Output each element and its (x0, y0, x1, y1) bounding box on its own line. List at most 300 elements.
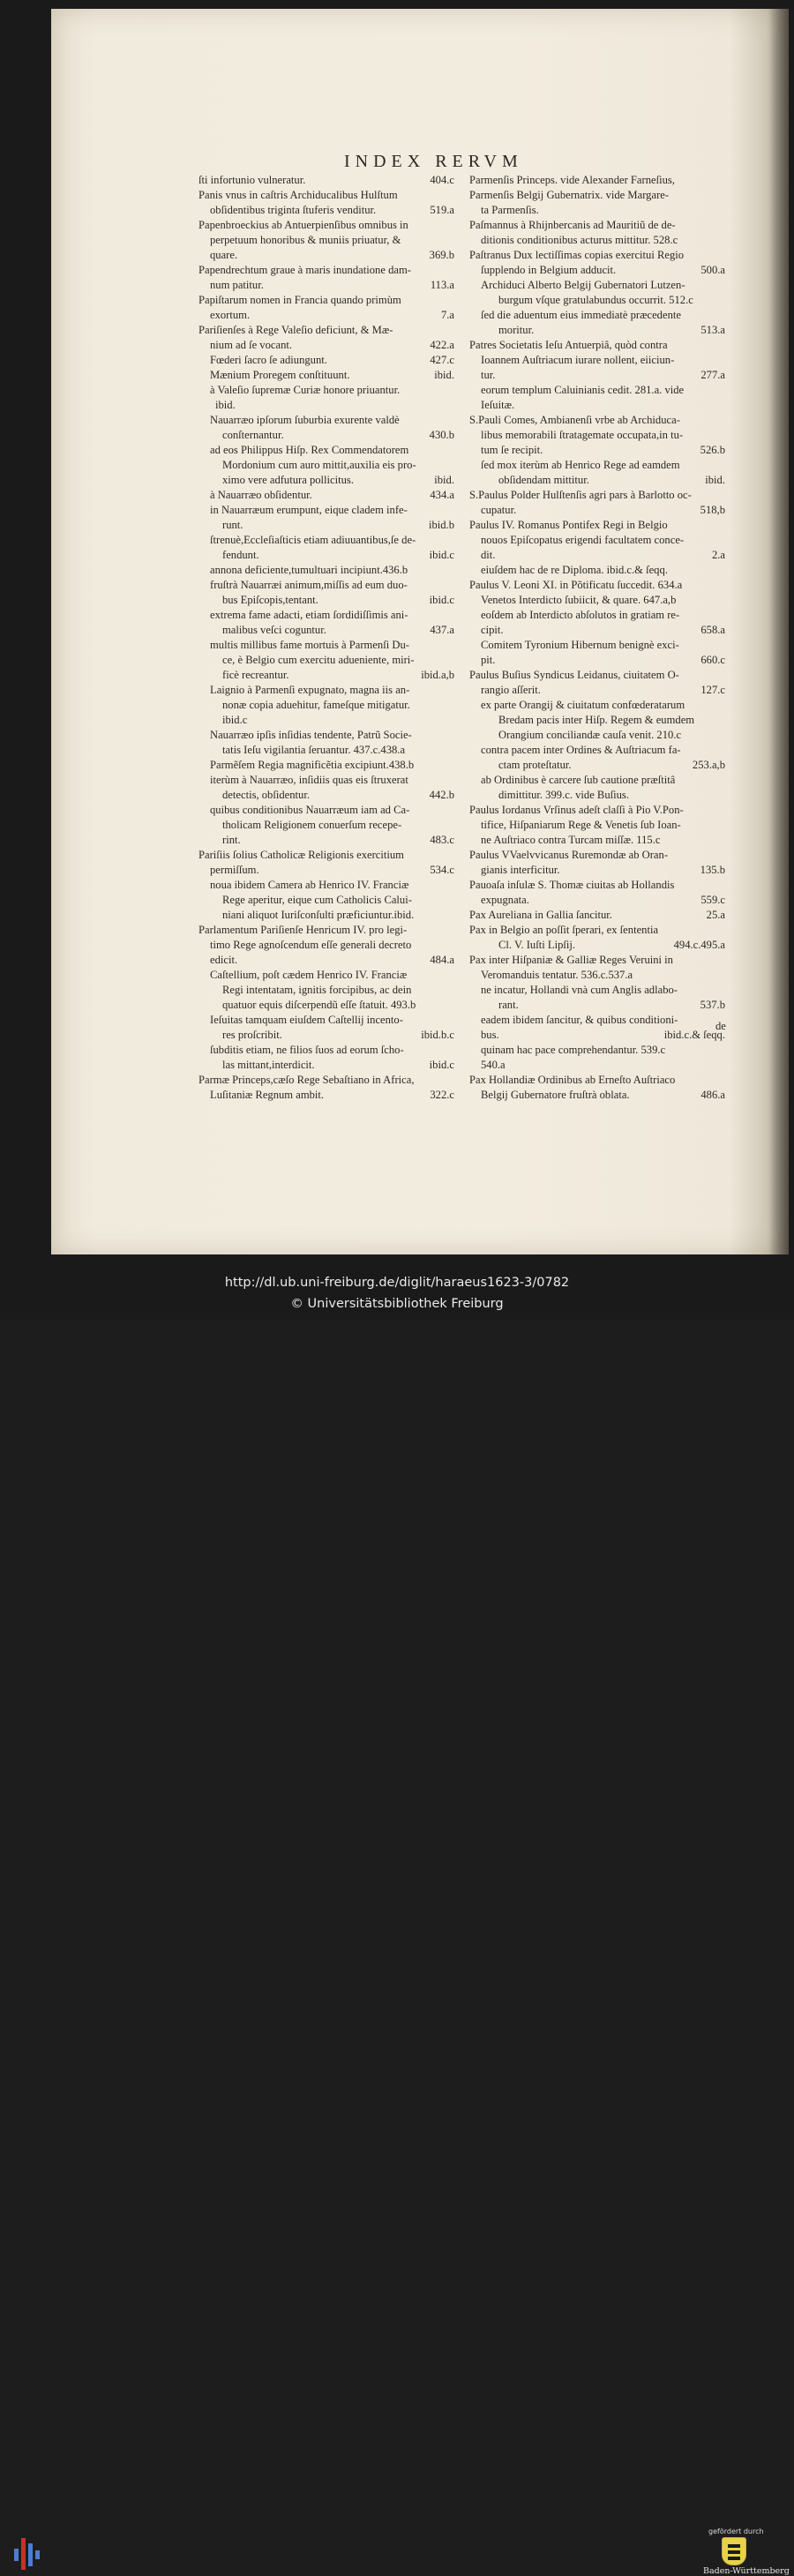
entry-text: Venetos Interdicto ſubiicit, & quare. 647.a,b (481, 594, 677, 606)
page-viewer (0, 0, 794, 1262)
entry-text: S.Pauli Comes, Ambianenſi vrbe ab Archiduca- (469, 414, 680, 426)
entry-text: extrema fame adacti, etiam ſordidiſſimis ani- (210, 609, 408, 621)
entry-reference: ibid.c (429, 1059, 454, 1071)
index-entry-line (469, 773, 725, 788)
index-entry-line (469, 653, 725, 668)
entry-reference: 519.a (430, 204, 454, 216)
index-entry-line (198, 728, 454, 743)
entry-text: Mordonium cum auro mittit,auxilia eis pro- (222, 459, 416, 471)
entry-text: malibus veſci coguntur. (222, 624, 326, 636)
entry-reference: 484.a (430, 954, 454, 966)
entry-text: Paſtranus Dux lectiſſimas copias exercitui Regio (469, 249, 685, 261)
index-entry-line (469, 278, 725, 293)
page-gutter-shadow (769, 9, 789, 1254)
entry-text: Nauarræo ipſis inſidias tendente, Patrũ Socie- (210, 729, 412, 741)
entry-reference: 2.a (711, 549, 725, 561)
sponsor-name: Baden-Württemberg (703, 2566, 790, 2576)
index-entry-line (469, 323, 725, 338)
index-entry-line (469, 533, 725, 548)
entry-text: ctam proteſtatur. (498, 759, 572, 771)
index-entry-line (198, 998, 454, 1013)
baden-wuerttemberg-crest-icon (722, 2537, 746, 2565)
entry-text: bus. (481, 1029, 499, 1041)
index-entry-line (198, 488, 454, 503)
entry-reference: 25.a (706, 909, 725, 921)
entry-text: ab Ordinibus è carcere ſub cautione præſtitâ (481, 774, 676, 786)
entry-reference: 322.c (430, 1089, 454, 1101)
permalink-url[interactable]: http://dl.ub.uni-freiburg.de/diglit/haraeus1623-3/0782 (224, 1276, 570, 1290)
index-entry-line (469, 833, 725, 848)
entry-text: à Nauarræo obſidentur. (210, 489, 312, 501)
entry-text: obſidentibus triginta ſtuferis venditur. (210, 204, 377, 216)
entry-text: ibid.c (222, 714, 248, 726)
entry-text: Paulus V. Leoni XI. in Põtificatu ſuccedit. 634.a (469, 579, 683, 591)
index-entry-line (469, 203, 725, 218)
entry-text: à Valeſio ſupremæ Curiæ honore priuantur. (210, 384, 401, 396)
entry-reference: 434.a (430, 489, 454, 501)
index-entry-line (469, 1058, 725, 1073)
index-entry-line (198, 173, 454, 188)
entry-text: Bredam pacis inter Hiſp. Regem & eumdem (498, 714, 695, 726)
index-entry-line (469, 458, 725, 473)
entry-text: Ieſuitæ. (481, 399, 515, 411)
entry-text: noua ibidem Camera ab Henrico IV. Franciæ (210, 879, 409, 891)
entry-text: Cl. V. Iuſti Lipſij. (498, 939, 576, 951)
entry-text: Luſitaniæ Regnum ambit. (210, 1089, 325, 1101)
index-entry-line (469, 683, 725, 698)
index-entry-line (469, 368, 725, 383)
entry-text: Archiduci Alberto Belgij Gubernatori Lutzen- (481, 279, 685, 291)
entry-text: ne incatur, Hollandi vnà cum Anglis adlabo- (481, 984, 678, 996)
entry-text: Pax Hollandiæ Ordinibus ab Erneſto Auſtriaco (469, 1074, 676, 1086)
entry-reference: 534.c (430, 864, 454, 876)
entry-text: rant. (498, 999, 519, 1011)
index-entry-line (198, 833, 454, 848)
entry-text: burgum vſque gratulabundus occurrit. 512.c (498, 294, 693, 306)
copyright-notice: © Universitätsbibliothek Freiburg (290, 1297, 504, 1311)
index-entry-line (198, 698, 454, 713)
entry-reference: 7.a (440, 309, 454, 321)
entry-text: timo Rege agnoſcendum eſſe generali decreto (210, 939, 412, 951)
entry-text: ne Auſtriaco contra Turcam miſſæ. 115.c (481, 834, 661, 846)
index-entry-line (198, 548, 454, 563)
index-entry-line (198, 863, 454, 878)
entry-text: Mænium Proregem conſtituunt. (210, 369, 350, 381)
entry-reference: ibid.c (429, 549, 454, 561)
entry-reference: 404.c (430, 174, 454, 186)
entry-text: gianis interficitur. (481, 864, 560, 876)
entry-text: eoſdem ab Interdicto abſolutos in gratiam re- (481, 609, 680, 621)
index-entry-line (469, 623, 725, 638)
index-entry-line (469, 1028, 725, 1043)
entry-text: Veromanduis tentatur. 536.c.537.a (481, 969, 633, 981)
entry-text: perpetuum honoribus & muniis priuatur, & (210, 234, 401, 246)
entry-text: Pauoaſa inſulæ S. Thomæ ciuitas ab Hollandis (469, 879, 675, 891)
entry-text: Paulus IV. Romanus Pontifex Regi in Belgio (469, 519, 668, 531)
index-entry-line (198, 353, 454, 368)
index-entry-line (469, 698, 725, 713)
entry-reference: 513.a (700, 324, 725, 336)
index-entry-line (198, 278, 454, 293)
index-entry-line (469, 353, 725, 368)
entry-reference: 500.a (700, 264, 725, 276)
index-entry-line (469, 383, 725, 398)
entry-text: Patres Societatis Ieſu Antuerpiâ, quòd contra (469, 339, 668, 351)
index-entry-line (198, 428, 454, 443)
index-entry-line (469, 338, 725, 353)
entry-text: las mittant,interdicit. (222, 1059, 315, 1071)
entry-text: nium ad ſe vocant. (210, 339, 293, 351)
entry-text: Papendrechtum graue à maris inundatione dam- (198, 264, 411, 276)
entry-reference: 127.c (700, 684, 725, 696)
entry-text: cupatur. (481, 504, 517, 516)
index-entry-line (469, 1043, 725, 1058)
entry-reference: 486.a (700, 1089, 725, 1101)
entry-text: libus memorabili ſtratagemate occupata,in tu- (481, 429, 684, 441)
entry-text: eiuſdem hac de re Diploma. ibid.c.& ſeqq. (481, 564, 668, 576)
index-entry-line (198, 1043, 454, 1058)
index-entry-line (198, 1028, 454, 1043)
index-entry-line (198, 233, 454, 248)
entry-text: S.Paulus Polder Hulſtenſis agri pars à Barlotto oc- (469, 489, 692, 501)
index-entry-line (469, 728, 725, 743)
entry-reference: 494.c.495.a (673, 939, 725, 951)
entry-text: Papiſtarum nomen in Francia quando primùm (198, 294, 401, 306)
catchword: de (715, 1020, 726, 1032)
entry-text: annona deficiente,tumultuari incipiunt.436.b (210, 564, 408, 576)
entry-text: quinam hac pace comprehendantur. 539.c (481, 1044, 666, 1056)
entry-text: rint. (222, 834, 241, 846)
index-entry-line (198, 608, 454, 623)
index-entry-line (469, 608, 725, 623)
entry-text: multis millibus fame mortuis à Parmenſi Du- (210, 639, 409, 651)
entry-text: ſupplendo in Belgium adducit. (481, 264, 617, 276)
entry-text: Parmenſis Princeps. vide Alexander Farneſius, (469, 174, 675, 186)
entry-text: eorum templum Caluinianis cedit. 281.a. vide (481, 384, 685, 396)
entry-reference: 430.b (429, 429, 454, 441)
index-entry-line (469, 398, 725, 413)
entry-text: runt. (222, 519, 243, 531)
index-entry-line (198, 623, 454, 638)
entry-text: Ieſuitas tamquam eiuſdem Caſtellij incento- (210, 1014, 403, 1026)
footer-bar (0, 1262, 794, 2576)
index-entry-line (198, 338, 454, 353)
index-entry-line (198, 458, 454, 473)
entry-text: in Nauarræum erumpunt, eique cladem infe- (210, 504, 408, 516)
entry-reference: 526.b (700, 444, 725, 456)
entry-reference: 518,b (700, 504, 725, 516)
index-entry-line (469, 233, 725, 248)
index-entry-line (469, 938, 725, 953)
index-entry-line (198, 503, 454, 518)
entry-text: Comitem Tyronium Hibernum benignè exci- (481, 639, 679, 651)
index-entry-line (469, 503, 725, 518)
ub-freiburg-logo-icon[interactable] (14, 2535, 41, 2572)
index-entry-line (469, 293, 725, 308)
entry-reference: 277.a (700, 369, 725, 381)
index-entry-line (198, 1088, 454, 1103)
index-entry-line (469, 953, 725, 968)
entry-text: expugnata. (481, 894, 529, 906)
index-entry-line (198, 1058, 454, 1073)
entry-text: Caſtellium, poſt cædem Henrico IV. Franciæ (210, 969, 408, 981)
index-entry-line (469, 758, 725, 773)
entry-text: cipit. (481, 624, 504, 636)
index-entry-line (198, 908, 454, 923)
entry-text: bus Epiſcopis,tentant. (222, 594, 318, 606)
entry-text: ſed die aduentum eius immediatè præcedente (481, 309, 681, 321)
entry-text: dit. (481, 549, 496, 561)
index-entry-line (469, 263, 725, 278)
index-entry-line (198, 968, 454, 983)
entry-text: Fœderi ſacro ſe adiungunt. (210, 354, 327, 366)
index-entry-line (198, 443, 454, 458)
entry-text: Parlamentum Pariſienſe Henricum IV. pro legi- (198, 924, 408, 936)
entry-reference: ibid.c.& ſeqq. (663, 1029, 725, 1041)
index-entry-line (469, 998, 725, 1013)
entry-text: Belgij Gubernatore fruſtrà oblata. (481, 1089, 630, 1101)
entry-text: tifice, Hiſpaniarum Rege & Venetis ſub Ioan- (481, 819, 681, 831)
entry-text: quatuor equis diſcerpendũ eſſe ſtatuit. 493.b (222, 999, 416, 1011)
entry-reference: ibid. (434, 369, 454, 381)
index-entry-line (198, 563, 454, 578)
entry-text: nonæ copia aduehitur, fameſque mitigatur. (222, 699, 410, 711)
entry-text: fendunt. (222, 549, 259, 561)
index-entry-line (198, 263, 454, 278)
entry-text: ce, è Belgio cum exercitu adueniente, miri- (222, 654, 415, 666)
entry-reference: 427.c (430, 354, 454, 366)
entry-text: obſidendam mittitur. (498, 474, 589, 486)
entry-reference: 135.b (700, 864, 725, 876)
index-entry-line (198, 383, 454, 398)
entry-text: ſed mox iterùm ab Henrico Rege ad eamdem (481, 459, 680, 471)
index-entry-line (198, 323, 454, 338)
entry-text: tholicam Religionem conuerſum recepe- (222, 819, 402, 831)
index-entry-line (198, 668, 454, 683)
entry-text: tur. (481, 369, 496, 381)
entry-reference: ibid.c (429, 594, 454, 606)
index-entry-line (198, 413, 454, 428)
entry-text: Paſmannus à Rhijnbercanis ad Mauritiũ de de- (469, 219, 676, 231)
entry-text: Pax Aureliana in Gallia ſancitur. (469, 909, 612, 921)
entry-text: ficè recreantur. (222, 669, 289, 681)
entry-text: Parmæ Princeps,cæſo Rege Sebaſtiano in Africa, (198, 1074, 415, 1086)
index-entry-line (198, 188, 454, 203)
index-entry-line (198, 638, 454, 653)
index-entry-line (469, 668, 725, 683)
index-entry-line (198, 1013, 454, 1028)
index-entry-line (469, 818, 725, 833)
entry-reference: 437.a (430, 624, 454, 636)
entry-text: rangio aſſerit. (481, 684, 541, 696)
index-entry-line (469, 713, 725, 728)
entry-text: iterùm à Nauarræo, inſidiis quas eis ſtruxerat (210, 774, 408, 786)
entry-text: ſubditis etiam, ne filios ſuos ad eorum ſcho- (210, 1044, 404, 1056)
index-entry-line (469, 1088, 725, 1103)
entry-text: moritur. (498, 324, 535, 336)
index-entry-line (198, 713, 454, 728)
index-entry-line (198, 218, 454, 233)
index-entry-line (198, 368, 454, 383)
entry-text: tum ſe recipit. (481, 444, 543, 456)
entry-text: Rege aperitur, eique cum Catholicis Calui- (222, 894, 412, 906)
sponsor-label: gefördert durch (708, 2527, 764, 2535)
entry-reference: ibid.b.c (421, 1029, 454, 1041)
entry-text: Papenbroeckius ab Antuerpienſibus omnibus in (198, 219, 408, 231)
entry-reference: ibid. (434, 474, 454, 486)
entry-reference: 483.c (430, 834, 454, 846)
entry-text: res proſcribit. (222, 1029, 282, 1041)
index-entry-line (469, 743, 725, 758)
index-entry-line (198, 473, 454, 488)
entry-text: ſtrenuè,Eccleſiaſticis etiam adiuuantibus,ſe de- (210, 534, 416, 546)
entry-reference: 253.a,b (692, 759, 725, 771)
entry-reference: 442.b (429, 789, 454, 801)
entry-reference: 660.c (700, 654, 725, 666)
index-entry-line (469, 308, 725, 323)
index-entry-line (198, 248, 454, 263)
index-entry-line (198, 683, 454, 698)
index-column-left (198, 173, 454, 1103)
index-entry-line (469, 848, 725, 863)
entry-text: Parmenſis Belgij Gubernatrix. vide Margare- (469, 189, 670, 201)
index-entry-line (469, 1013, 725, 1028)
index-entry-line (198, 398, 454, 413)
index-entry-line (469, 488, 725, 503)
entry-text: Pariſiis ſolius Catholicæ Religionis exercitium (198, 849, 404, 861)
index-entry-line (198, 1073, 454, 1088)
index-entry-line (198, 818, 454, 833)
entry-reference: 658.a (700, 624, 725, 636)
entry-reference: 113.a (430, 279, 454, 291)
index-entry-line (469, 638, 725, 653)
entry-reference: ibid. (705, 474, 725, 486)
entry-reference: ibid.b (428, 519, 454, 531)
index-entry-line (469, 923, 725, 938)
entry-text: Paulus Iordanus Vrſinus adeſt claſſi à Pio V.Pon- (469, 804, 684, 816)
entry-reference: 537.b (700, 999, 725, 1011)
entry-text: Paulus VVaelvvicanus Ruremondæ ab Oran- (469, 849, 669, 861)
entry-reference: 559.c (700, 894, 725, 906)
entry-text: Nauarræo ipſorum ſuburbia exurente valdè (210, 414, 400, 426)
entry-text: ximo vere adfutura pollicitus. (222, 474, 354, 486)
entry-text: num patitur. (210, 279, 264, 291)
index-entry-line (469, 563, 725, 578)
index-entry-line (198, 593, 454, 608)
index-entry-line (469, 893, 725, 908)
index-entry-line (198, 203, 454, 218)
entry-text: Laignio à Parmenſi expugnato, magna iis an- (210, 684, 410, 696)
entry-text: quibus conditionibus Nauarræum iam ad Ca- (210, 804, 410, 816)
index-entry-line (198, 953, 454, 968)
index-entry-line (198, 893, 454, 908)
index-entry-line (469, 428, 725, 443)
index-entry-line (469, 188, 725, 203)
entry-text: Ioannem Auſtriacum iurare nollent, eiiciun- (481, 354, 675, 366)
index-entry-line (198, 983, 454, 998)
index-entry-line (469, 548, 725, 563)
entry-text: ſti infortunio vulneratur. (198, 174, 306, 186)
index-entry-line (198, 803, 454, 818)
index-entry-line (198, 308, 454, 323)
index-entry-line (469, 1073, 725, 1088)
entry-text: 540.a (481, 1059, 506, 1071)
index-entry-line (198, 923, 454, 938)
index-entry-line (469, 578, 725, 593)
index-entry-line (469, 593, 725, 608)
entry-reference: 422.a (430, 339, 454, 351)
entry-text: permiſſum. (210, 864, 259, 876)
index-entry-line (198, 293, 454, 308)
entry-text: nouos Epiſcopatus erigendi facultatem conce- (481, 534, 685, 546)
index-entry-line (198, 533, 454, 548)
entry-text: ta Parmenſis. (481, 204, 539, 216)
index-entry-line (198, 848, 454, 863)
index-entry-line (469, 473, 725, 488)
entry-text: pit. (481, 654, 496, 666)
entry-text: ex parte Orangij & ciuitatum confœderatarum (481, 699, 685, 711)
entry-text: ad eos Philippus Hiſp. Rex Commendatorem (210, 444, 409, 456)
entry-text: eadem ibidem ſancitur, & quibus conditioni- (481, 1014, 678, 1026)
entry-text: edicit. (210, 954, 238, 966)
entry-text: Pax inter Hiſpaniæ & Galliæ Reges Veruini in (469, 954, 673, 966)
index-entry-line (469, 878, 725, 893)
entry-text: ibid. (215, 399, 236, 411)
index-entry-line (198, 878, 454, 893)
index-entry-line (469, 983, 725, 998)
index-entry-line (469, 803, 725, 818)
index-entry-line (469, 218, 725, 233)
entry-text: conſternantur. (222, 429, 284, 441)
page-header: INDEX RERVM (344, 152, 523, 171)
entry-text: contra pacem inter Ordines & Auſtriacum fa- (481, 744, 681, 756)
index-entry-line (469, 443, 725, 458)
index-entry-line (198, 788, 454, 803)
index-entry-line (469, 518, 725, 533)
index-entry-line (198, 578, 454, 593)
index-entry-line (198, 518, 454, 533)
index-entry-line (469, 788, 725, 803)
index-entry-line (198, 653, 454, 668)
index-entry-line (469, 173, 725, 188)
entry-text: exortum. (210, 309, 251, 321)
entry-text: Pariſienſes à Rege Valeſio deficiunt, & Mæ- (198, 324, 393, 336)
index-entry-line (198, 773, 454, 788)
entry-text: tatis Ieſu vigilantia ſeruantur. 437.c.438.a (222, 744, 406, 756)
entry-text: niani aliquot Iuriſconſulti præficiuntur.ibid. (222, 909, 415, 921)
entry-text: Parmẽſem Regia magnificẽtia excipiunt.438.b (210, 759, 415, 771)
index-entry-line (469, 413, 725, 428)
index-entry-line (469, 968, 725, 983)
entry-text: Panis vnus in caſtris Archiducalibus Hulſtum (198, 189, 398, 201)
entry-text: Pax in Belgio an poſſit ſperari, ex ſententia (469, 924, 659, 936)
entry-text: detectis, obſidentur. (222, 789, 310, 801)
index-entry-line (198, 938, 454, 953)
entry-text: Regi intentatam, ignitis forcipibus, ac dein (222, 984, 412, 996)
index-entry-line (198, 758, 454, 773)
index-entry-line (198, 743, 454, 758)
index-entry-line (469, 908, 725, 923)
entry-text: fruſtrà Nauarræi animum,miſſis ad eum duo- (210, 579, 408, 591)
entry-reference: ibid.a,b (421, 669, 454, 681)
entry-text: Paulus Buſius Syndicus Leidanus, ciuitatem O- (469, 669, 679, 681)
entry-text: quare. (210, 249, 238, 261)
entry-text: Orangium conciliandæ cauſa venit. 210.c (498, 729, 682, 741)
entry-reference: 369.b (429, 249, 454, 261)
index-column-right (469, 173, 725, 1103)
entry-text: dimittitur. 399.c. vide Buſius. (498, 789, 629, 801)
index-entry-line (469, 248, 725, 263)
